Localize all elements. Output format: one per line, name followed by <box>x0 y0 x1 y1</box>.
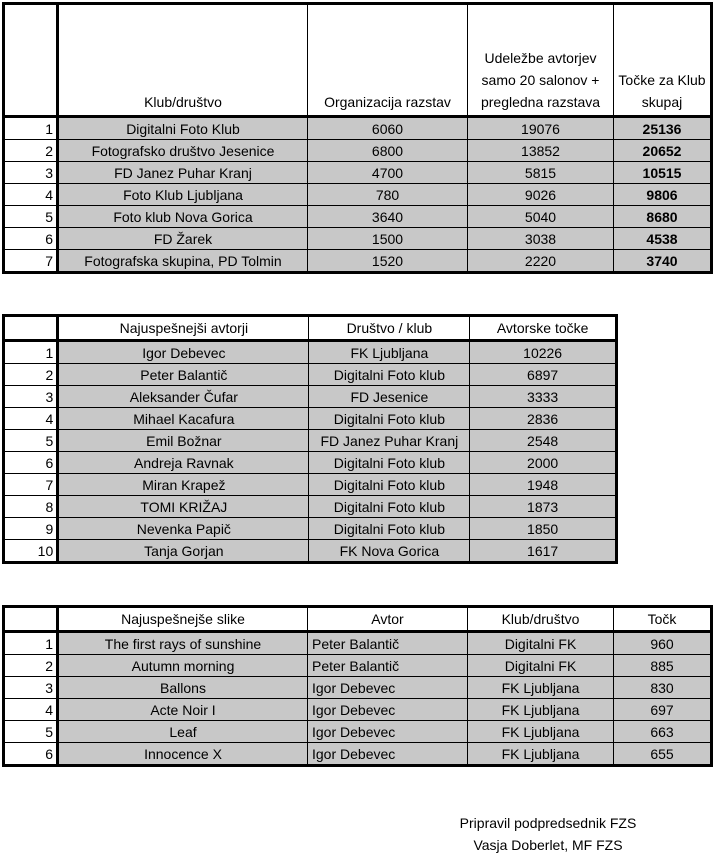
club-name-cell: FD Jesenice <box>309 386 470 408</box>
table-row <box>4 452 617 474</box>
club-name-cell: Digitalni Foto klub <box>309 452 470 474</box>
row-index: 5 <box>4 721 58 743</box>
club-name-cell: Digitalni Foto klub <box>309 474 470 496</box>
table-row <box>4 250 712 273</box>
author-name-cell: Igor Debevec <box>308 721 468 743</box>
exhibition-points-cell: 1520 <box>308 250 468 273</box>
author-name-cell: Miran Krapež <box>58 474 309 496</box>
image-points-cell: 830 <box>614 677 712 699</box>
total-points-cell: 10515 <box>614 162 712 184</box>
table-row <box>4 364 617 386</box>
author-name-cell: Peter Balantič <box>58 364 309 386</box>
author-points-cell: 10226 <box>470 341 617 364</box>
exhibition-points-cell: 1500 <box>308 228 468 250</box>
exhibition-points-cell: 4700 <box>308 162 468 184</box>
author-name-cell: Igor Debevec <box>308 743 468 766</box>
signature-line-1: Pripravil podpredsednik FZS <box>459 815 637 831</box>
table-row <box>4 386 617 408</box>
club-ranking-table <box>2 2 713 274</box>
row-index: 1 <box>4 117 58 140</box>
club-name-cell: Digitalni Foto klub <box>309 496 470 518</box>
author-name-cell: Mihael Kacafura <box>58 408 309 430</box>
row-index: 1 <box>4 632 58 655</box>
header-image: Najuspešnejše slike <box>58 607 308 632</box>
author-ranking-table <box>2 314 618 564</box>
table-row <box>4 677 712 699</box>
exhibition-points-cell: 780 <box>308 184 468 206</box>
author-name-cell: Peter Balantič <box>308 655 468 677</box>
participation-points-cell: 19076 <box>468 117 614 140</box>
image-points-cell: 663 <box>614 721 712 743</box>
table-row <box>4 632 712 655</box>
header-author: Avtor <box>308 607 468 632</box>
table-row <box>4 496 617 518</box>
table-row <box>4 408 617 430</box>
row-index: 7 <box>4 250 58 273</box>
table-header-row <box>4 4 712 117</box>
row-index: 3 <box>4 162 58 184</box>
row-index: 5 <box>4 206 58 228</box>
club-name-cell: Digitalni Foto klub <box>309 408 470 430</box>
row-index: 6 <box>4 228 58 250</box>
table-row <box>4 117 712 140</box>
header-points: Avtorske točke <box>470 316 617 341</box>
author-name-cell: Nevenka Papič <box>58 518 309 540</box>
header-exhibitions: Organizacija razstav <box>308 4 468 117</box>
row-index: 3 <box>4 677 58 699</box>
club-name-cell: Digitalni Foto klub <box>309 364 470 386</box>
participation-points-cell: 3038 <box>468 228 614 250</box>
table-row <box>4 518 617 540</box>
participation-points-cell: 2220 <box>468 250 614 273</box>
author-points-cell: 1617 <box>470 540 617 563</box>
table-row <box>4 140 712 162</box>
image-title-cell: The first rays of sunshine <box>58 632 308 655</box>
total-points-cell: 4538 <box>614 228 712 250</box>
author-points-cell: 2836 <box>470 408 617 430</box>
club-name-cell: FK Ljubljana <box>468 743 614 766</box>
header-index <box>4 4 58 117</box>
author-points-cell: 1850 <box>470 518 617 540</box>
author-name-cell: Peter Balantič <box>308 632 468 655</box>
row-index: 9 <box>4 518 58 540</box>
row-index: 5 <box>4 430 58 452</box>
row-index: 4 <box>4 184 58 206</box>
total-points-cell: 3740 <box>614 250 712 273</box>
club-name-cell: FD Janez Puhar Kranj <box>58 162 308 184</box>
author-name-cell: Tanja Gorjan <box>58 540 309 563</box>
header-club: Klub/društvo <box>58 4 308 117</box>
row-index: 2 <box>4 364 58 386</box>
club-name-cell: Digitalni FK <box>468 632 614 655</box>
participation-points-cell: 13852 <box>468 140 614 162</box>
row-index: 4 <box>4 408 58 430</box>
club-name-cell: FK Nova Gorica <box>309 540 470 563</box>
club-name-cell: FD Žarek <box>58 228 308 250</box>
exhibition-points-cell: 3640 <box>308 206 468 228</box>
exhibition-points-cell: 6800 <box>308 140 468 162</box>
row-index: 6 <box>4 743 58 766</box>
author-name-cell: Andreja Ravnak <box>58 452 309 474</box>
author-points-cell: 3333 <box>470 386 617 408</box>
table-row <box>4 540 617 563</box>
table-row <box>4 341 617 364</box>
header-index <box>4 316 58 341</box>
image-title-cell: Ballons <box>58 677 308 699</box>
participation-points-cell: 9026 <box>468 184 614 206</box>
header-points: Točk <box>614 607 712 632</box>
row-index: 2 <box>4 140 58 162</box>
image-points-cell: 960 <box>614 632 712 655</box>
signature <box>448 812 648 856</box>
author-points-cell: 2000 <box>470 452 617 474</box>
image-ranking-table <box>2 605 713 767</box>
participation-points-cell: 5040 <box>468 206 614 228</box>
header-total: Točke za Klub skupaj <box>614 4 712 117</box>
total-points-cell: 25136 <box>614 117 712 140</box>
author-name-cell: Igor Debevec <box>58 341 309 364</box>
row-index: 6 <box>4 452 58 474</box>
header-club: Klub/društvo <box>468 607 614 632</box>
image-title-cell: Acte Noir I <box>58 699 308 721</box>
club-name-cell: Foto Klub Ljubljana <box>58 184 308 206</box>
author-points-cell: 6897 <box>470 364 617 386</box>
table-header-row <box>4 316 617 341</box>
row-index: 1 <box>4 341 58 364</box>
image-points-cell: 655 <box>614 743 712 766</box>
table-row <box>4 474 617 496</box>
image-title-cell: Leaf <box>58 721 308 743</box>
club-name-cell: FK Ljubljana <box>468 699 614 721</box>
author-points-cell: 1948 <box>470 474 617 496</box>
image-points-cell: 697 <box>614 699 712 721</box>
total-points-cell: 8680 <box>614 206 712 228</box>
header-index <box>4 607 58 632</box>
image-title-cell: Autumn morning <box>58 655 308 677</box>
header-author: Najuspešnejši avtorji <box>58 316 309 341</box>
club-name-cell: FK Ljubljana <box>309 341 470 364</box>
club-name-cell: Digitalni Foto Klub <box>58 117 308 140</box>
club-name-cell: Foto klub Nova Gorica <box>58 206 308 228</box>
club-name-cell: FD Janez Puhar Kranj <box>309 430 470 452</box>
author-points-cell: 2548 <box>470 430 617 452</box>
author-name-cell: Igor Debevec <box>308 677 468 699</box>
table-row <box>4 430 617 452</box>
table-row <box>4 184 712 206</box>
row-index: 10 <box>4 540 58 563</box>
club-name-cell: Fotografsko društvo Jesenice <box>58 140 308 162</box>
signature-line-2: Vasja Doberlet, MF FZS <box>473 837 623 853</box>
image-title-cell: Innocence X <box>58 743 308 766</box>
header-participation: Udeležbe avtorjev samo 20 salonov + pregledna razstava <box>468 4 614 117</box>
table-row <box>4 655 712 677</box>
table-row <box>4 699 712 721</box>
author-name-cell: TOMI KRIŽAJ <box>58 496 309 518</box>
image-points-cell: 885 <box>614 655 712 677</box>
table-row <box>4 206 712 228</box>
row-index: 7 <box>4 474 58 496</box>
club-name-cell: Digitalni Foto klub <box>309 518 470 540</box>
club-name-cell: Digitalni FK <box>468 655 614 677</box>
author-points-cell: 1873 <box>470 496 617 518</box>
table-row <box>4 743 712 766</box>
table-row <box>4 228 712 250</box>
row-index: 2 <box>4 655 58 677</box>
table-header-row <box>4 607 712 632</box>
total-points-cell: 20652 <box>614 140 712 162</box>
table-row <box>4 721 712 743</box>
exhibition-points-cell: 6060 <box>308 117 468 140</box>
author-name-cell: Emil Božnar <box>58 430 309 452</box>
row-index: 8 <box>4 496 58 518</box>
total-points-cell: 9806 <box>614 184 712 206</box>
club-name-cell: Fotografska skupina, PD Tolmin <box>58 250 308 273</box>
author-name-cell: Igor Debevec <box>308 699 468 721</box>
club-name-cell: FK Ljubljana <box>468 677 614 699</box>
club-name-cell: FK Ljubljana <box>468 721 614 743</box>
row-index: 4 <box>4 699 58 721</box>
table-row <box>4 162 712 184</box>
header-club: Društvo / klub <box>309 316 470 341</box>
row-index: 3 <box>4 386 58 408</box>
participation-points-cell: 5815 <box>468 162 614 184</box>
author-name-cell: Aleksander Čufar <box>58 386 309 408</box>
